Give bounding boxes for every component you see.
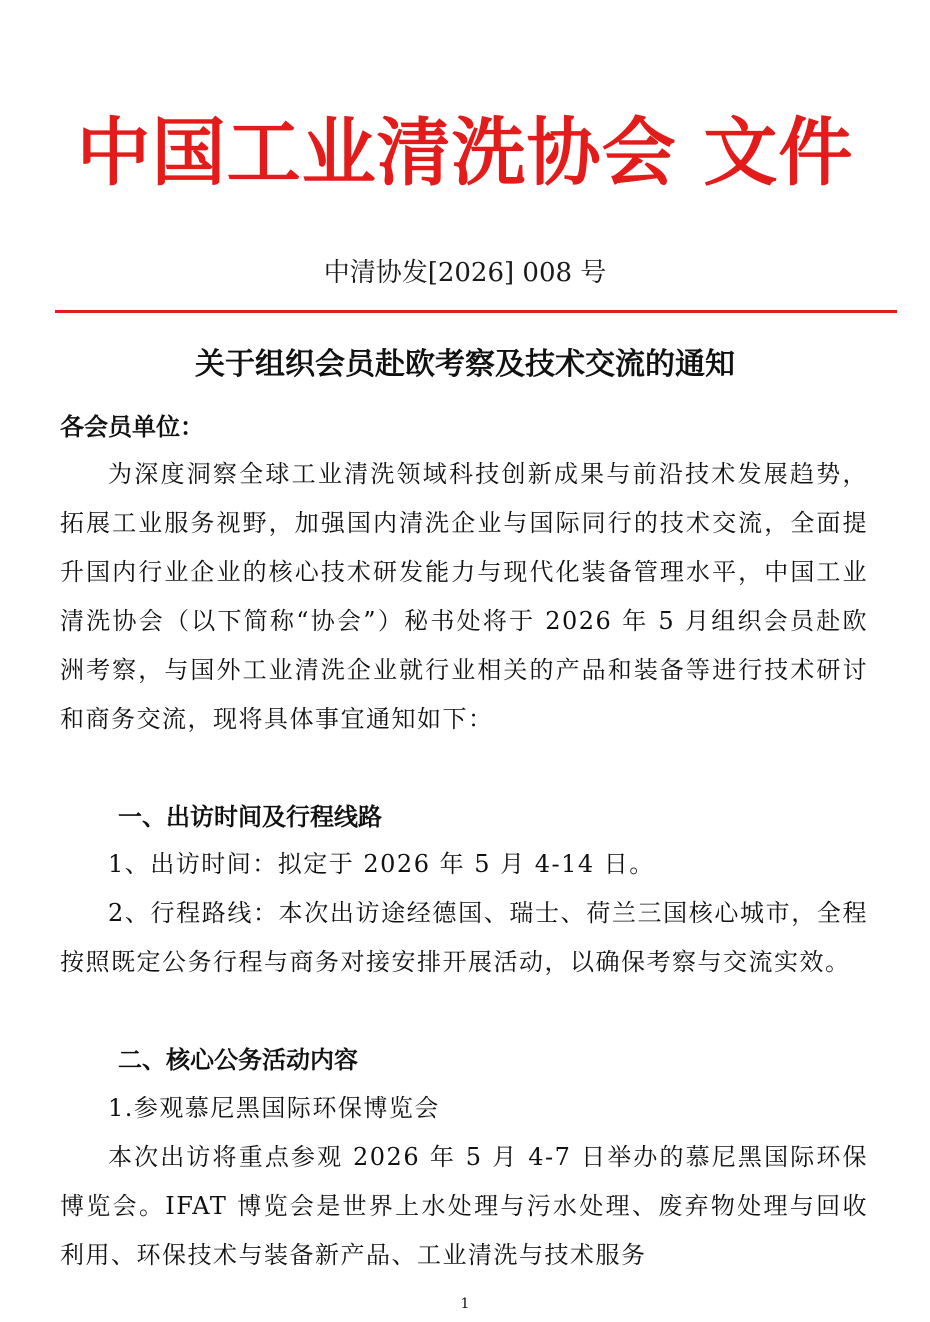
section1-heading: 一、出访时间及行程线路 — [118, 803, 382, 831]
section1-item2: 2、行程路线：本次出访途经德国、瑞士、荷兰三国核心城市，全程按照既定公务行程与商务对接安排开展活动，以确保考察与交流实效。 — [60, 899, 868, 976]
document-masthead: 中国工业清洗协会 文件 — [76, 110, 854, 196]
intro-paragraph: 为深度洞察全球工业清洗领域科技创新成果与前沿技术发展趋势，拓展工业服务视野，加强国内清洗企业与国际同行的技术交流，全面提升国内行业企业的核心技术研发能力与现代化装备管理水平，中国工业清洗协会（以下简称“协会”）秘书处将于 2026 年 5 月组织会员赴欧洲考察，与国外工业清洗企业就行业相关的产品和装备等进行技术研讨和商务交流，现将具体事宜通知如下： — [60, 460, 868, 733]
page-number: 1 — [460, 1296, 470, 1312]
red-divider-line — [55, 310, 897, 313]
salutation: 各会员单位： — [60, 413, 204, 441]
notice-title: 关于组织会员赴欧考察及技术交流的通知 — [195, 347, 735, 382]
section2-paragraph: 本次出访将重点参观 2026 年 5 月 4-7 日举办的慕尼黑国际环保博览会。IFAT 博览会是世界上水处理与污水处理、废弃物处理与回收利用、环保技术与装备新产品、工业清洗与技术服务 — [60, 1143, 868, 1269]
section2-item1: 1.参观慕尼黑国际环保博览会 — [108, 1094, 440, 1122]
section2-heading: 二、核心公务活动内容 — [118, 1046, 358, 1074]
section1-item1: 1、出访时间：拟定于 2026 年 5 月 4-14 日。 — [108, 850, 655, 878]
document-number: 中清协发[2026] 008 号 — [323, 258, 607, 288]
